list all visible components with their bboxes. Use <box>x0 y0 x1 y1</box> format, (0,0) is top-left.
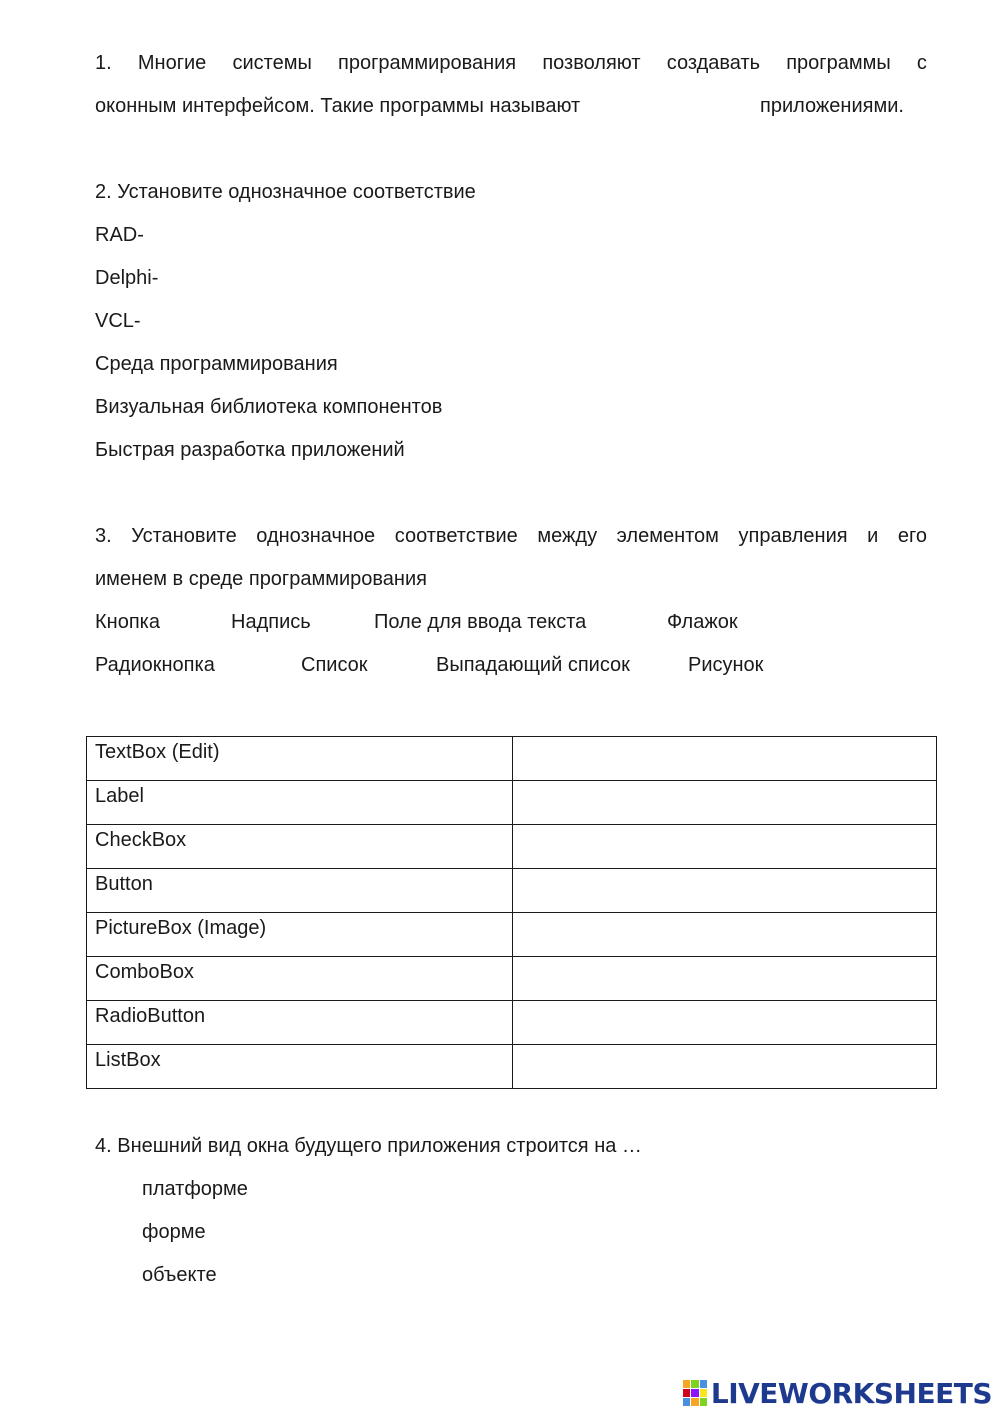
q4-option[interactable]: объекте <box>142 1264 217 1286</box>
q1-line1 <box>95 51 927 75</box>
table-row <box>87 913 937 957</box>
q3-option[interactable]: Поле для ввода текста <box>374 611 587 633</box>
q3-line1 <box>95 524 927 548</box>
answer-drop-cell[interactable] <box>513 869 937 913</box>
control-name-cell: PictureBox (Image) <box>87 913 513 957</box>
q4-option[interactable]: форме <box>142 1221 206 1243</box>
q3-word: между <box>537 525 598 547</box>
q3-word: его <box>897 525 927 547</box>
q1-word: программирования <box>338 52 517 74</box>
control-name-cell: ComboBox <box>87 957 513 1001</box>
q2-term: RAD- <box>95 224 144 246</box>
control-name-cell: TextBox (Edit) <box>87 737 513 781</box>
q3-option[interactable]: Радиокнопка <box>95 654 215 676</box>
answer-drop-cell[interactable] <box>513 1045 937 1089</box>
q2-term: VCL- <box>95 310 141 332</box>
control-name-cell: RadioButton <box>87 1001 513 1045</box>
q1-word: позволяют <box>542 52 641 74</box>
table-row <box>87 869 937 913</box>
q2-definition[interactable]: Быстрая разработка приложений <box>95 439 405 461</box>
q3-word: управления <box>738 525 848 547</box>
control-name-cell: Label <box>87 781 513 825</box>
q3-option[interactable]: Выпадающий список <box>436 654 630 676</box>
answer-drop-cell[interactable] <box>513 957 937 1001</box>
q2-definition[interactable]: Визуальная библиотека компонентов <box>95 396 443 418</box>
q4-title: 4. Внешний вид окна будущего приложения строится на … <box>95 1135 642 1157</box>
answer-drop-cell[interactable] <box>513 781 937 825</box>
table-row <box>87 1045 937 1089</box>
q1-word: создавать <box>666 52 761 74</box>
q1-line2-text: оконным интерфейсом. Такие программы называют <box>95 95 581 117</box>
q1-word: системы <box>232 52 312 74</box>
table-row <box>87 781 937 825</box>
q1-blank-input[interactable] <box>628 92 752 118</box>
control-name-cell: CheckBox <box>87 825 513 869</box>
q3-option[interactable]: Рисунок <box>688 654 764 676</box>
q1-line2-end: приложениями. <box>760 95 904 117</box>
q3-word: 3. <box>95 525 112 547</box>
q3-option[interactable]: Надпись <box>231 611 311 633</box>
answer-drop-cell[interactable] <box>513 737 937 781</box>
q3-word: соответствие <box>394 525 518 547</box>
q2-term: Delphi- <box>95 267 159 289</box>
q1-word: 1. <box>95 52 112 74</box>
answer-drop-cell[interactable] <box>513 1001 937 1045</box>
q3-word: и <box>867 525 879 547</box>
q2-title: 2. Установите однозначное соответствие <box>95 181 476 203</box>
table-row <box>87 737 937 781</box>
q3-option[interactable]: Список <box>301 654 368 676</box>
table-row <box>87 957 937 1001</box>
liveworksheets-logo <box>683 1378 992 1408</box>
q3-option[interactable]: Флажок <box>667 611 738 633</box>
q1-word: с <box>916 52 927 74</box>
q1-word: Многие <box>137 52 207 74</box>
q3-word: Установите <box>131 525 237 547</box>
q3-word: однозначное <box>256 525 376 547</box>
q1-word: программы <box>786 52 891 74</box>
q3-word: элементом <box>616 525 719 547</box>
control-name-cell: Button <box>87 869 513 913</box>
logo-text: LIVEWORKSHEETS <box>710 1376 992 1410</box>
control-name-cell: ListBox <box>87 1045 513 1089</box>
q2-definition[interactable]: Среда программирования <box>95 353 338 375</box>
table-row <box>87 1001 937 1045</box>
q3-match-table <box>86 736 937 1089</box>
answer-drop-cell[interactable] <box>513 913 937 957</box>
q3-option[interactable]: Кнопка <box>95 611 160 633</box>
table-row <box>87 825 937 869</box>
answer-drop-cell[interactable] <box>513 825 937 869</box>
q3-line2: именем в среде программирования <box>95 568 427 590</box>
q4-option[interactable]: платформе <box>142 1178 248 1200</box>
liveworksheets-logo-icon <box>683 1380 707 1406</box>
